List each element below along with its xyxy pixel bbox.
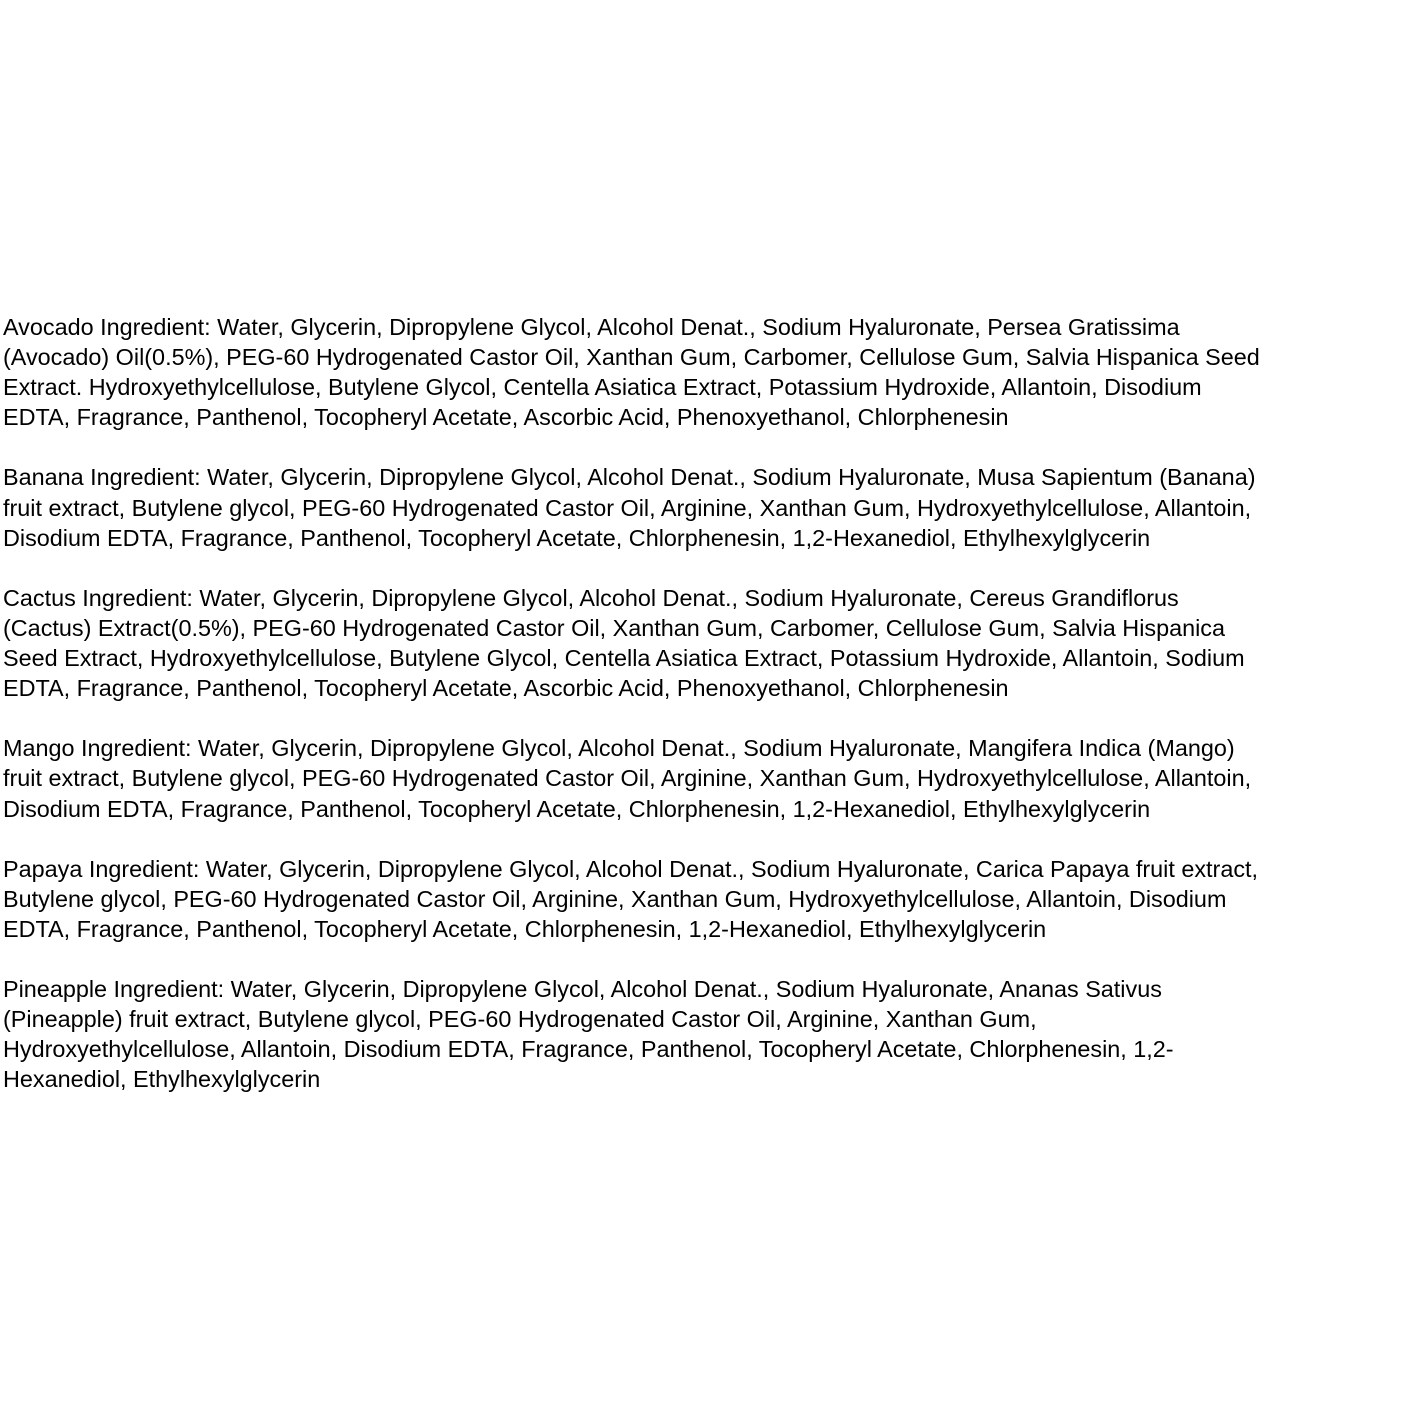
paragraph-line: fruit extract, Butylene glycol, PEG-60 Hydrogenated Castor Oil, Arginine, Xanthan Gum, Hydroxyethylcellulose, Allantoin,	[3, 494, 1252, 521]
paragraph-line: EDTA, Fragrance, Panthenol, Tocopheryl Acetate, Ascorbic Acid, Phenoxyethanol, Chlorphenesin	[3, 404, 1009, 431]
paragraph-line: (Pineapple) fruit extract, Butylene glycol, PEG-60 Hydrogenated Castor Oil, Arginine, Xanthan Gum,	[3, 1006, 1037, 1033]
cactus-ingredient-paragraph	[3, 583, 1408, 703]
mango-ingredient-paragraph	[3, 733, 1408, 823]
paragraph-line: Banana Ingredient: Water, Glycerin, Dipropylene Glycol, Alcohol Denat., Sodium Hyaluronate, Musa Sapientum (Banana)	[3, 464, 1256, 491]
paragraph-line: EDTA, Fragrance, Panthenol, Tocopheryl Acetate, Chlorphenesin, 1,2-Hexanediol, Ethylhexylglycerin	[3, 915, 1047, 942]
paragraph-line: Hexanediol, Ethylhexylglycerin	[3, 1066, 321, 1093]
paragraph-line: Pineapple Ingredient: Water, Glycerin, Dipropylene Glycol, Alcohol Denat., Sodium Hyaluronate, Ananas Sativus	[3, 976, 1162, 1003]
paragraph-line: Seed Extract, Hydroxyethylcellulose, Butylene Glycol, Centella Asiatica Extract, Potassium Hydroxide, Allantoin, Sodium	[3, 645, 1245, 672]
avocado-ingredient-paragraph	[3, 312, 1408, 432]
paragraph-line: fruit extract, Butylene glycol, PEG-60 Hydrogenated Castor Oil, Arginine, Xanthan Gum, Hydroxyethylcellulose, Allantoin,	[3, 765, 1252, 792]
paragraph-line: Avocado Ingredient: Water, Glycerin, Dipropylene Glycol, Alcohol Denat., Sodium Hyaluronate, Persea Gratissima	[3, 314, 1180, 340]
paragraph-line: Disodium EDTA, Fragrance, Panthenol, Tocopheryl Acetate, Chlorphenesin, 1,2-Hexanediol, Ethylhexylglycerin	[3, 524, 1151, 551]
papaya-ingredient-paragraph	[3, 854, 1408, 944]
paragraph-line: Butylene glycol, PEG-60 Hydrogenated Castor Oil, Arginine, Xanthan Gum, Hydroxyethylcellulose, Allantoin, Disodium	[3, 885, 1227, 912]
paragraph-line: (Cactus) Extract(0.5%), PEG-60 Hydrogenated Castor Oil, Xanthan Gum, Carbomer, Cellulose Gum, Salvia Hispanica	[3, 614, 1226, 641]
paragraph-line: Extract. Hydroxyethylcellulose, Butylene Glycol, Centella Asiatica Extract, Potassium Hydroxide, Allantoin, Disodium	[3, 374, 1202, 401]
paragraph-line: Mango Ingredient: Water, Glycerin, Dipropylene Glycol, Alcohol Denat., Sodium Hyaluronate, Mangifera Indica (Mango)	[3, 735, 1235, 762]
paragraph-line: Disodium EDTA, Fragrance, Panthenol, Tocopheryl Acetate, Chlorphenesin, 1,2-Hexanediol, Ethylhexylglycerin	[3, 795, 1151, 822]
ingredient-list-document	[3, 312, 1408, 1094]
paragraph-line: Papaya Ingredient: Water, Glycerin, Dipropylene Glycol, Alcohol Denat., Sodium Hyaluronate, Carica Papaya fruit extract,	[3, 855, 1259, 882]
paragraph-line: (Avocado) Oil(0.5%), PEG-60 Hydrogenated Castor Oil, Xanthan Gum, Carbomer, Cellulose Gum, Salvia Hispanica Seed	[3, 344, 1260, 371]
paragraph-line: Hydroxyethylcellulose, Allantoin, Disodium EDTA, Fragrance, Panthenol, Tocopheryl Acetate, Chlorphenesin, 1,2-	[3, 1036, 1174, 1063]
paragraph-line: EDTA, Fragrance, Panthenol, Tocopheryl Acetate, Ascorbic Acid, Phenoxyethanol, Chlorphenesin	[3, 675, 1009, 702]
pineapple-ingredient-paragraph	[3, 974, 1408, 1094]
banana-ingredient-paragraph	[3, 462, 1408, 552]
paragraph-line: Cactus Ingredient: Water, Glycerin, Dipropylene Glycol, Alcohol Denat., Sodium Hyaluronate, Cereus Grandiflorus	[3, 584, 1179, 611]
